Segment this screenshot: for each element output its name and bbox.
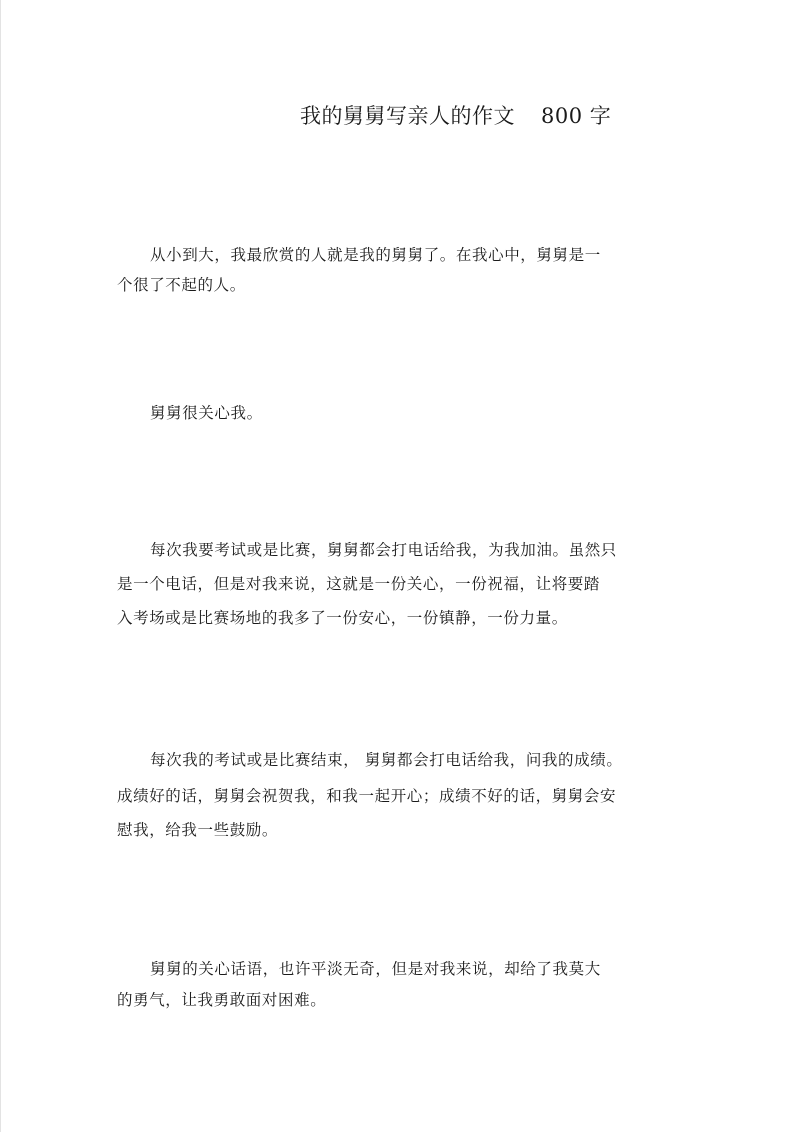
page-edge xyxy=(0,0,1,1132)
paragraph-4-line-3: 慰我，给我一些鼓励。 xyxy=(117,821,279,839)
paragraph-1-line-2: 个很了不起的人。 xyxy=(117,276,246,294)
paragraph-1-line-1: 从小到大，我最欣赏的人就是我的舅舅了。在我心中，舅舅是一 xyxy=(150,246,601,264)
paragraph-5-line-1: 舅舅的关心话语，也许平淡无奇，但是对我来说，却给了我莫大 xyxy=(150,960,601,978)
paragraph-4-line-1: 每次我的考试或是比赛结束， 舅舅都会打电话给我，问我的成绩。 xyxy=(150,751,623,769)
title-text: 我的舅舅写亲人的作文 xyxy=(300,104,515,128)
title-word-count: 800 字 xyxy=(541,104,612,128)
paragraph-3-line-3: 入考场或是比赛场地的我多了一份安心，一份镇静，一份力量。 xyxy=(117,609,568,627)
paragraph-3-line-2: 是一个电话，但是对我来说，这就是一份关心，一份祝福，让将要踏 xyxy=(117,575,601,593)
paragraph-5-line-2: 的勇气，让我勇敢面对困难。 xyxy=(117,991,327,1009)
paragraph-2-line-1: 舅舅很关心我。 xyxy=(150,404,263,422)
document-title xyxy=(300,102,611,130)
paragraph-3-line-1: 每次我要考试或是比赛，舅舅都会打电话给我，为我加油。虽然只 xyxy=(150,541,617,559)
paragraph-4-line-2: 成绩好的话，舅舅会祝贺我，和我一起开心；成绩不好的话，舅舅会安 xyxy=(117,787,617,805)
